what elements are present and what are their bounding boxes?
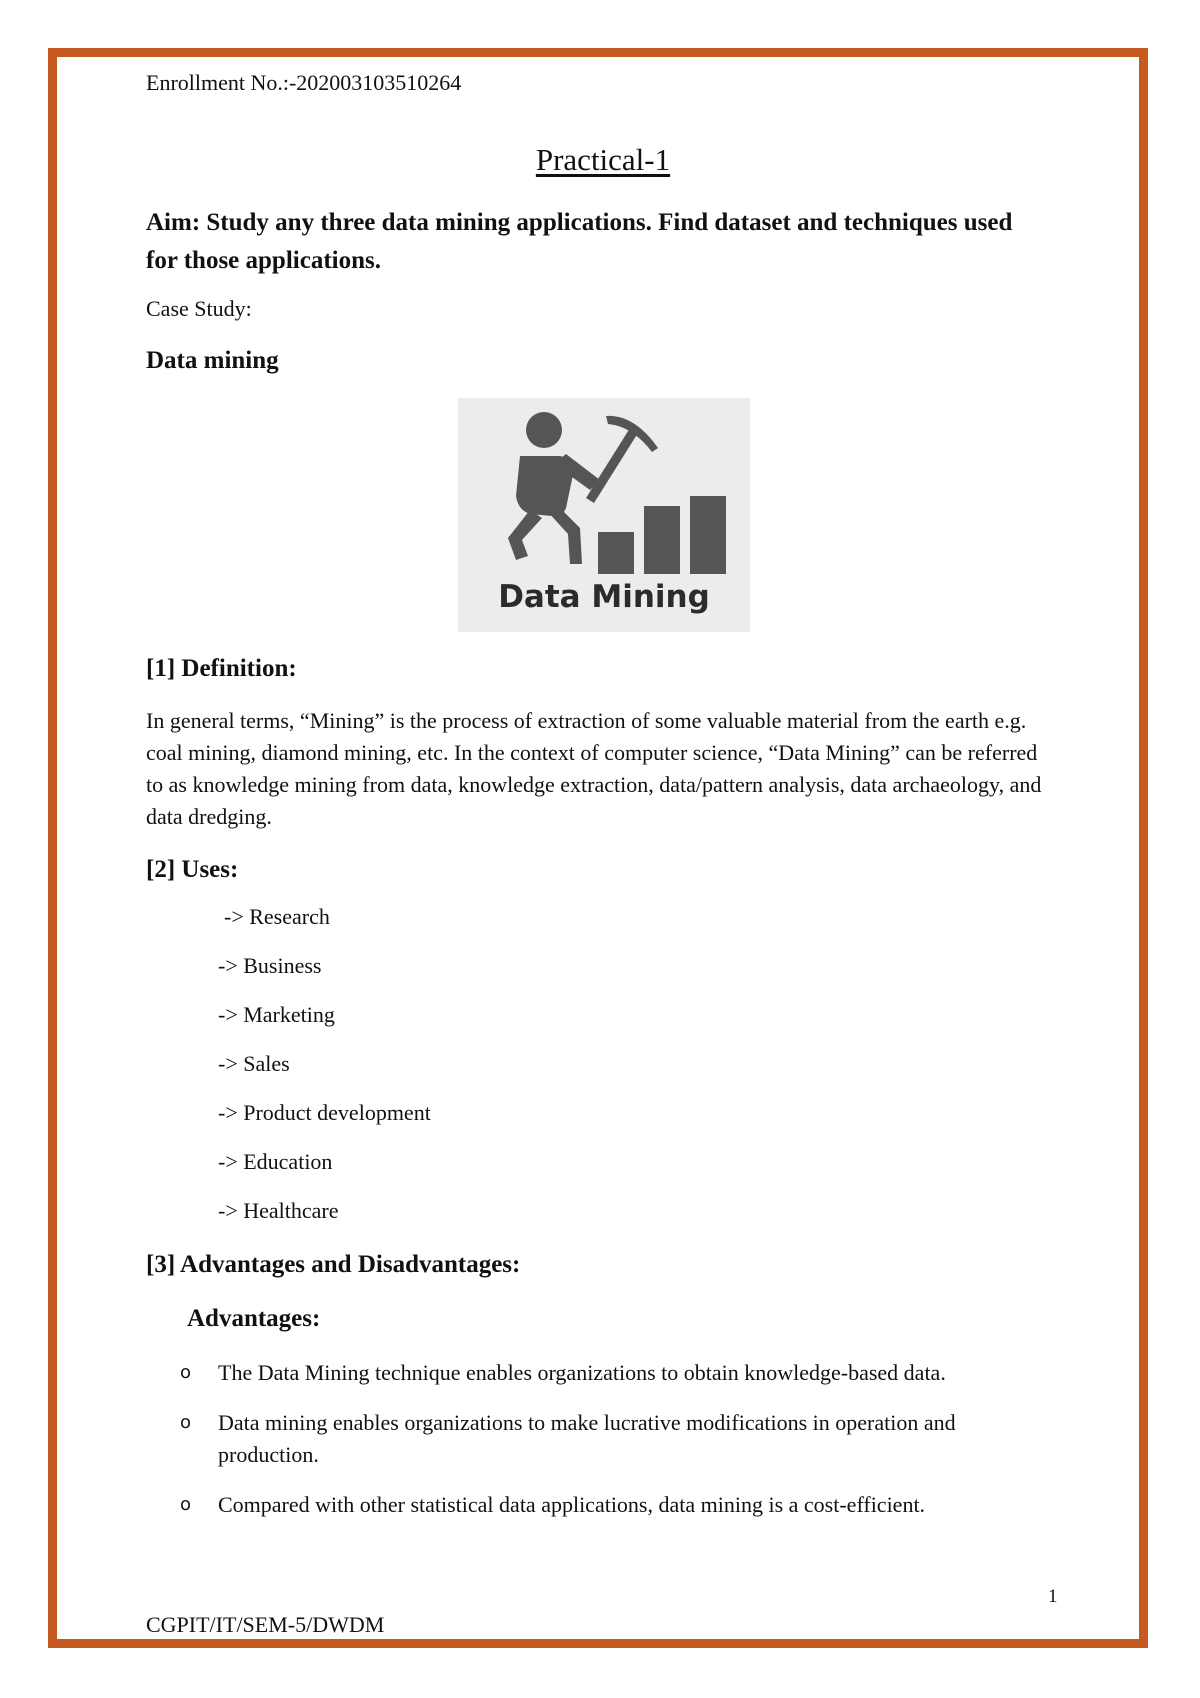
advantages-disadvantages-heading: [3] Advantages and Disadvantages:	[146, 1251, 521, 1278]
list-item	[180, 1407, 1050, 1471]
aim-statement: Aim: Study any three data mining applications. Find dataset and techniques used for those applications.	[146, 209, 1013, 274]
bullet-icon: o	[180, 1494, 192, 1515]
data-mining-pickaxe-chart-icon	[458, 398, 750, 578]
list-item: -> Marketing	[218, 1002, 335, 1027]
page-number: 1	[1048, 1586, 1058, 1607]
advantages-subheading: Advantages:	[187, 1305, 321, 1332]
list-item: -> Healthcare	[218, 1198, 339, 1223]
list-item	[180, 1489, 1050, 1521]
section-heading: Data mining	[146, 347, 279, 374]
list-item	[180, 1357, 1050, 1389]
bullet-icon: o	[180, 1412, 192, 1433]
advantages-list	[180, 1357, 1050, 1539]
list-item-text: The Data Mining technique enables organizations to obtain knowledge-based data.	[218, 1360, 946, 1385]
list-item: -> Product development	[218, 1100, 431, 1125]
list-item: -> Education	[218, 1149, 333, 1174]
list-item-text: Compared with other statistical data applications, data mining is a cost-efficient.	[218, 1492, 926, 1517]
data-mining-logo	[458, 398, 750, 632]
definition-heading: [1] Definition:	[146, 655, 297, 682]
footer-course: CGPIT/IT/SEM-5/DWDM	[146, 1612, 385, 1637]
uses-heading: [2] Uses:	[146, 856, 239, 883]
list-item: -> Business	[218, 953, 322, 978]
bullet-icon: o	[180, 1362, 192, 1383]
list-item: -> Research	[224, 904, 330, 929]
list-item-text: Data mining enables organizations to make lucrative modifications in operation and production.	[218, 1410, 956, 1467]
logo-caption: Data Mining	[498, 579, 710, 615]
page-title: Practical-1	[535, 142, 671, 177]
uses-list	[218, 905, 431, 1248]
case-study-label: Case Study:	[146, 296, 252, 321]
list-item: -> Sales	[218, 1051, 290, 1076]
enrollment-number: Enrollment No.:-202003103510264	[146, 70, 462, 95]
definition-text: In general terms, “Mining” is the process of extraction of some valuable material from the earth e.g. coal mining, diamond mining, etc. In the context of computer science, “Data Mining” can be referred to as knowledge mining from data, knowledge extraction, data/pattern analysis, data archaeology, and data dredging.	[146, 708, 1042, 829]
